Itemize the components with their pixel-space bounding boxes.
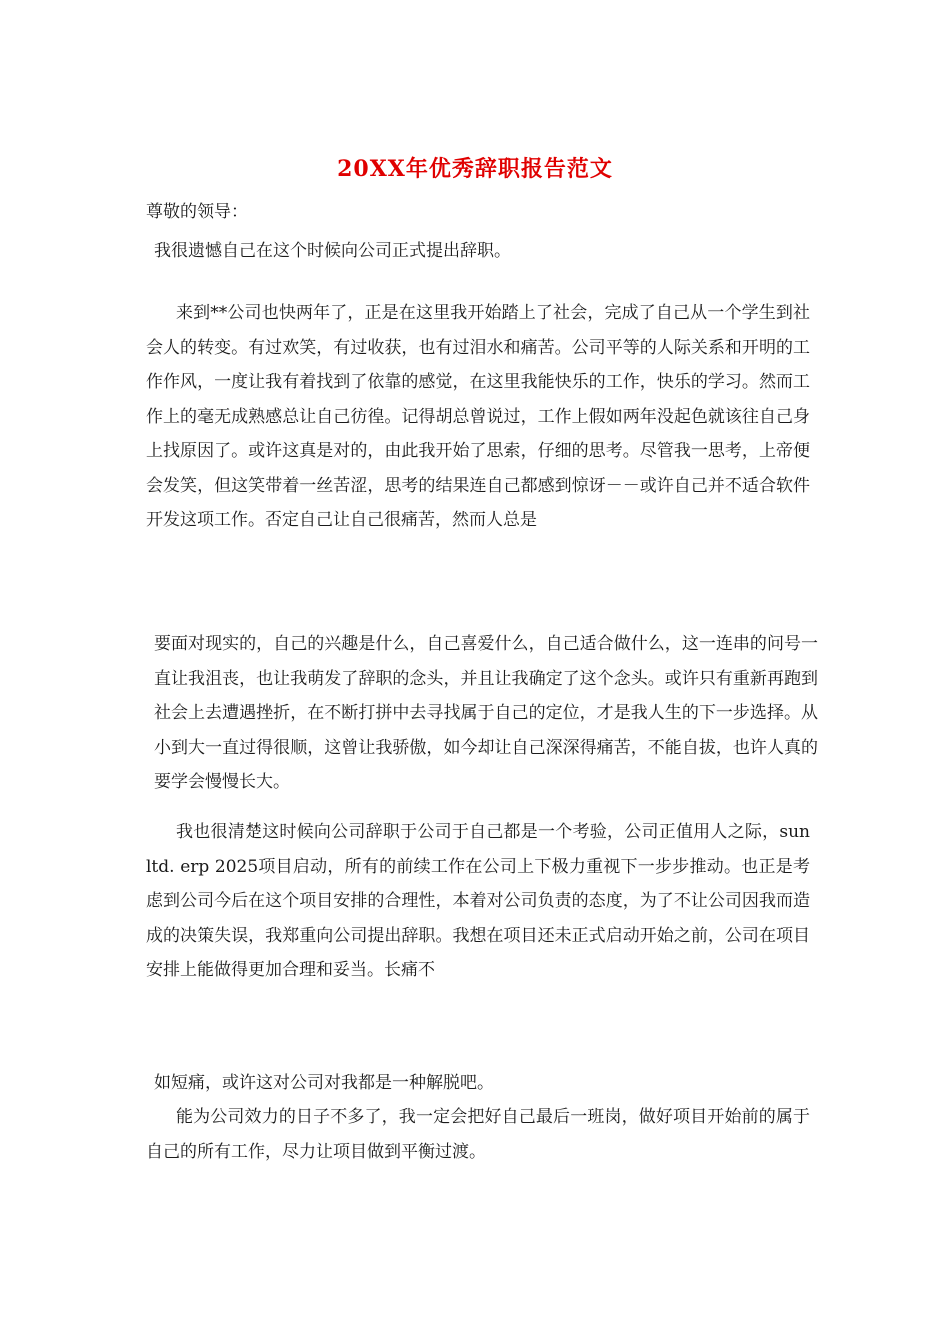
paragraph-1: 我很遗憾自己在这个时候向公司正式提出辞职。 — [154, 241, 511, 261]
paragraph-4: 我也很清楚这时候向公司辞职于公司于自己都是一个考验，公司正值用人之际，sun ltd. erp 2025项目启动，所有的前续工作在公司上下极力重视下一步步推动。也正是考虑到公司今后在这个项目安排的合理性，本着对公司负责的态度，为了不让公司因我而造成的决策失误，我郑重向公司提出辞职。我想在项目还未正式启动开始之前，公司在项目安排上能做得更加合理和妥当。长痛不 — [146, 822, 810, 980]
paragraph-2: 来到**公司也快两年了，正是在这里我开始踏上了社会，完成了自己从一个学生到社会人的转变。有过欢笑，有过收获，也有过泪水和痛苦。公司平等的人际关系和开明的工作作风，一度让我有着找到了依靠的感觉，在这里我能快乐的工作，快乐的学习。然而工作上的毫无成熟感总让自己彷徨。记得胡总曾说过，工作上假如两年没起色就该往自己身上找原因了。或许这真是对的，由此我开始了思索，仔细的思考。尽管我一思考，上帝便会发笑，但这笑带着一丝苦涩，思考的结果连自己都感到惊讶－－或许自己并不适合软件开发这项工作。否定自己让自己很痛苦，然而人总是 — [146, 303, 810, 530]
paragraph-3: 要面对现实的，自己的兴趣是什么，自己喜爱什么，自己适合做什么，这一连串的问号一直让我沮丧，也让我萌发了辞职的念头，并且让我确定了这个念头。或许只有重新再跑到社会上去遭遇挫折，在不断打拼中去寻找属于自己的定位，才是我人生的下一步选择。从小到大一直过得很顺，这曾让我骄傲，如今却让自己深深得痛苦，不能自拔，也许人真的要学会慢慢长大。 — [154, 634, 818, 792]
paragraph-6: 能为公司效力的日子不多了，我一定会把好自己最后一班岗，做好项目开始前的属于自己的所有工作，尽力让项目做到平衡过渡。 — [146, 1107, 810, 1162]
document-title: 20XX年优秀辞职报告范文 — [337, 156, 613, 182]
salutation: 尊敬的领导： — [146, 202, 248, 222]
paragraph-5: 如短痛，或许这对公司对我都是一种解脱吧。 — [154, 1073, 494, 1093]
